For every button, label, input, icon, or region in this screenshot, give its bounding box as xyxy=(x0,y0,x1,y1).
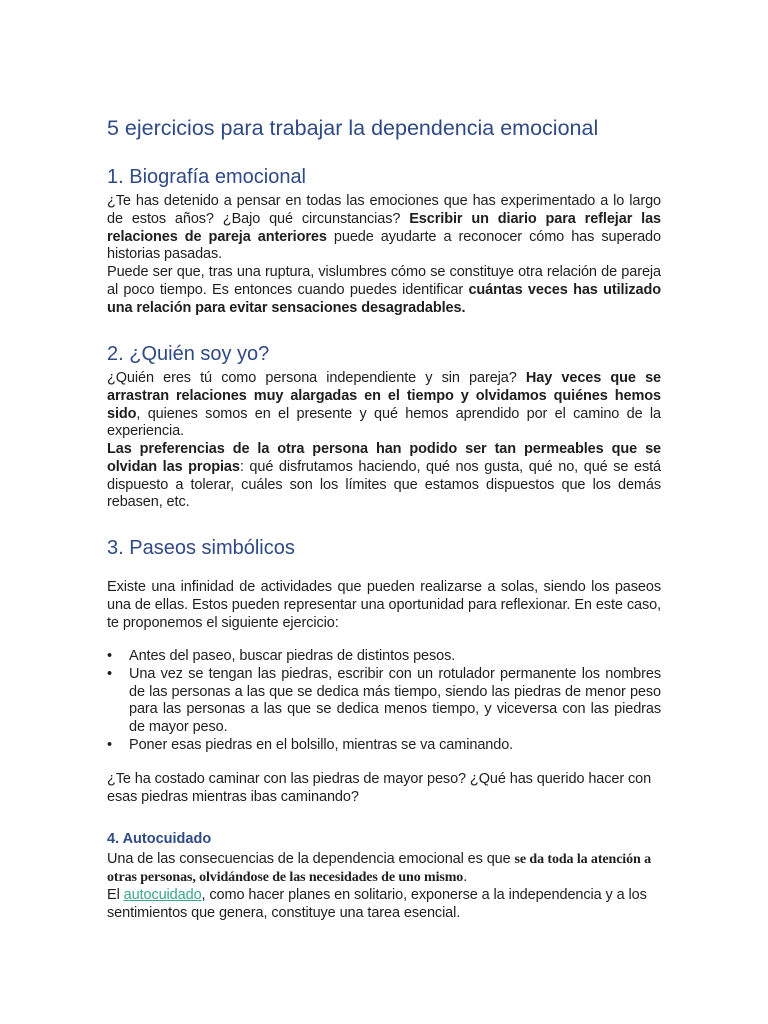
text-run: . xyxy=(463,868,468,885)
section-4-paragraph-2 xyxy=(107,887,661,923)
section-4-paragraph-1 xyxy=(107,851,661,887)
text-run: ¿Te has detenido a pensar en todas las emociones que has experimentado a lo largo de estos años? ¿Bajo qué circunstancias? xyxy=(107,193,661,227)
bold-run: Hay veces que se arrastran relaciones muy alargadas en el tiempo y olvidamos quiénes hemos sido xyxy=(107,370,661,422)
bold-run: se da toda la atención a otras personas, olvidándose de las necesidades de uno mismo xyxy=(107,852,651,885)
section-3-intro: Existe una infinidad de actividades que pueden realizarse a solas, siendo los paseos una de ellas. Estos pueden representar una oportunidad para reflexionar. En este caso, te proponemos el siguiente ejercicio: xyxy=(107,579,661,631)
autocuidado-link[interactable]: autocuidado xyxy=(123,887,202,903)
bold-run: cuántas veces has utilizado una relación para evitar sensaciones desagradables. xyxy=(107,281,662,316)
document-title: 5 ejercicios para trabajar la dependencia emocional xyxy=(107,116,599,140)
list-item xyxy=(107,737,661,755)
section-3-outro: ¿Te ha costado caminar con las piedras de mayor peso? ¿Qué has querido hacer con esas piedras mientras ibas caminando? xyxy=(107,771,652,805)
section-2-paragraph-2 xyxy=(107,441,661,512)
text-run: Una de las consecuencias de la dependencia emocional es que xyxy=(107,851,515,867)
bullet-icon: • xyxy=(107,736,112,753)
list-item-text: Poner esas piedras en el bolsillo, mientras se va caminando. xyxy=(129,736,514,753)
section-1-paragraph-1 xyxy=(107,193,661,264)
text-run: , quienes somos en el presente y qué hemos aprendido por el camino de la experiencia. xyxy=(107,405,661,440)
section-2-paragraph-1 xyxy=(107,370,661,441)
text-run: ¿Quién eres tú como persona independiente y sin pareja? xyxy=(107,370,526,386)
text-run: : qué disfrutamos haciendo, qué nos gusta, qué no, qué se está dispuesto a tolerar, cuáles son los límites que estamos dispuestos que los demás rebasen, etc. xyxy=(107,458,661,511)
bold-run: Escribir un diario para reflejar las relaciones de pareja anteriores xyxy=(107,210,661,245)
list-item-text: Una vez se tengan las piedras, escribir con un rotulador permanente los nombres de las personas a las que se dedica más tiempo, siendo las piedras de menor peso para las personas a las que se dedica menos tiempo, y viceversa con las piedras de mayor peso. xyxy=(129,665,661,736)
list-item xyxy=(107,666,661,737)
text-run: , como hacer planes en solitario, exponerse a la independencia y a los sentimientos que genera, constituye una tarea esencial. xyxy=(107,887,647,921)
section-2-heading: 2. ¿Quién soy yo? xyxy=(107,343,270,365)
section-3-bullet-list xyxy=(107,648,661,755)
text-run: puede ayudarte a reconocer cómo has superado historias pasadas. xyxy=(107,228,661,263)
bullet-icon: • xyxy=(107,648,112,664)
section-3-heading: 3. Paseos simbólicos xyxy=(107,537,295,559)
section-4-heading: 4. Autocuidado xyxy=(107,831,212,847)
text-run: El xyxy=(107,887,124,903)
bold-run: Las preferencias de la otra persona han podido ser tan permeables que se olvidan las propias xyxy=(107,441,661,475)
list-item xyxy=(107,648,661,666)
text-run: Puede ser que, tras una ruptura, vislumbres cómo se constituye otra relación de pareja al poco tiempo. Es entonces cuando puedes identificar xyxy=(107,264,661,298)
section-1-heading: 1. Biografía emocional xyxy=(107,166,307,188)
list-item-text: Antes del paseo, buscar piedras de distintos pesos. xyxy=(129,648,456,664)
section-1-paragraph-2 xyxy=(107,264,661,317)
bullet-icon: • xyxy=(107,665,112,682)
